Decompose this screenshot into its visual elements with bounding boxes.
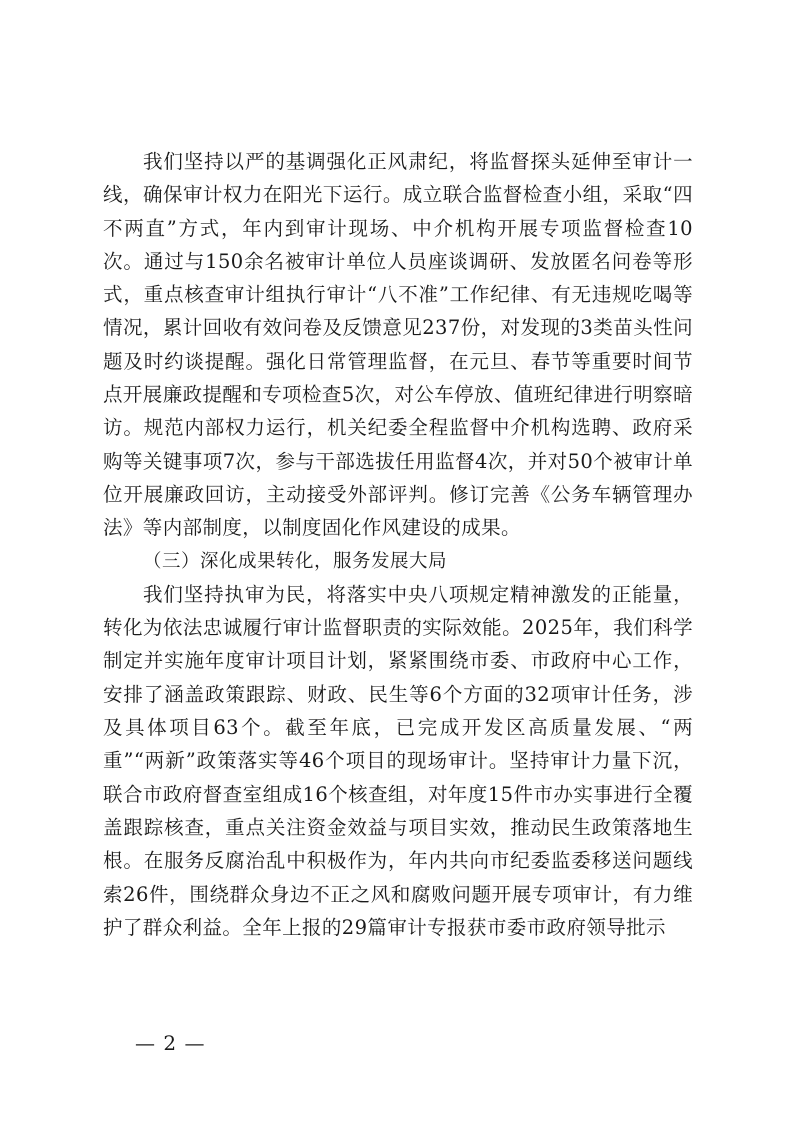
body-paragraph-results: 我们坚持执审为民，将落实中央八项规定精神激发的正能量，转化为依法忠诚履行审计监督职责的实际效能。2025年，我们科学制定并实施年度审计项目计划，紧紧围绕市委、市政府中心工作，安排了涵盖政策跟踪、财政、民生等6个方面的32项审计任务，涉及具体项目63个。截至年底，已完成开发区高质量发展、“两重”“两新”政策落实等46个项目的现场审计。坚持审计力量下沉，联合市政府督查室组成16个核查组，对年度15件市办实事进行全覆盖跟踪核查，重点关注资金效益与项目实效，推动民生政策落地生根。在服务反腐治乱中积极作为，年内共向市纪委监委移送问题线索26件，围绕群众身边不正之风和腐败问题开展专项审计，有力维护了群众利益。全年上报的29篇审计专报获市委市政府领导批示 bbox=[103, 582, 693, 939]
document-body bbox=[103, 145, 693, 944]
body-paragraph-supervision: 我们坚持以严的基调强化正风肃纪，将监督探头延伸至审计一线，确保审计权力在阳光下运行。成立联合监督检查小组，采取“四不两直”方式，年内到审计现场、中介机构开展专项监督检查10次。通过与150余名被审计单位人员座谈调研、发放匿名问卷等形式，重点核查审计组执行审计“八不准”工作纪律、有无违规吃喝等情况，累计回收有效问卷及反馈意见237份，对发现的3类苗头性问题及时约谈提醒。强化日常管理监督，在元旦、春节等重要时间节点开展廉政提醒和专项检查5次，对公车停放、值班纪律进行明察暗访。规范内部权力运行，机关纪委全程监督中介机构选聘、政府采购等关键事项7次，参与干部选拔任用监督4次，并对50个被审计单位开展廉政回访，主动接受外部评判。修订完善《公务车辆管理办法》等内部制度，以制度固化作风建设的成果。 bbox=[103, 150, 693, 540]
section-heading: （三）深化成果转化，服务发展大局 bbox=[143, 550, 448, 572]
page-number: — 2 — bbox=[135, 1031, 206, 1055]
